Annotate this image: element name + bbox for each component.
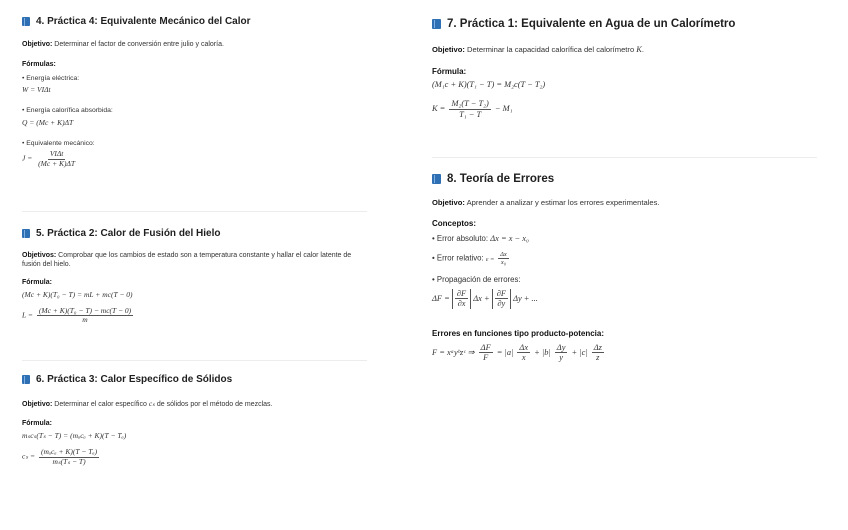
formula-lhs: ΔF = bbox=[432, 293, 450, 303]
objective-label: Objetivo: bbox=[432, 198, 465, 207]
fraction bbox=[555, 343, 568, 363]
fraction-denominator: F bbox=[483, 352, 489, 362]
book-icon bbox=[22, 229, 30, 238]
fraction-denominator: y bbox=[559, 352, 563, 362]
objective bbox=[22, 399, 374, 409]
formula-term: = |a| bbox=[496, 347, 514, 357]
fraction-numerator: M₂(T − T₂) bbox=[451, 99, 489, 109]
fraction-denominator: ∂y bbox=[497, 299, 506, 309]
objective-symbol: K bbox=[636, 45, 642, 54]
objective-text: Aprender a analizar y estimar los errores experimentales. bbox=[464, 198, 660, 207]
objective bbox=[22, 40, 374, 49]
formula-term: + |b| bbox=[534, 347, 551, 357]
list-item: • Energía eléctrica: bbox=[22, 75, 80, 83]
formula-lhs: K = bbox=[432, 104, 446, 114]
formula-term: + |c| bbox=[571, 347, 588, 357]
section-title bbox=[22, 16, 374, 27]
objective-text: Determinar el factor de conversión entre julio y caloría. bbox=[52, 41, 224, 48]
formula-calorimeter-balance: (M₁c + K)(T₁ − T) = M₂c(T − T₂) bbox=[432, 80, 546, 90]
formula-absolute-error: Δx = x − x₀ bbox=[490, 234, 529, 244]
formula-work: W = VIΔt bbox=[22, 85, 51, 95]
objective-label: Objetivos: bbox=[22, 252, 57, 259]
list-item bbox=[432, 251, 822, 267]
fraction-numerator: Δz bbox=[593, 342, 602, 352]
fraction bbox=[455, 289, 468, 309]
section-title-text: 4. Práctica 4: Equivalente Mecánico del Calor bbox=[36, 16, 251, 27]
fraction-denominator: m bbox=[82, 315, 88, 325]
book-icon bbox=[432, 19, 441, 29]
formula-calorimeter-k bbox=[432, 99, 822, 119]
fraction-denominator: x bbox=[521, 352, 526, 362]
book-icon bbox=[22, 17, 30, 26]
fraction-denominator: ∂x bbox=[457, 299, 466, 309]
formula-lhs: L = bbox=[22, 310, 33, 320]
absolute-value bbox=[492, 289, 511, 309]
objective bbox=[432, 44, 822, 55]
objective-text: Determinar la capacidad calorífica del calorímetro bbox=[464, 45, 637, 54]
fraction bbox=[495, 289, 508, 309]
section-practica-4 bbox=[22, 16, 374, 168]
formula-fusion-balance: (Mc + K)(T₀ − T) = mL + mc(T − 0) bbox=[22, 289, 133, 299]
formula-label: Fórmula: bbox=[22, 420, 52, 428]
section-title bbox=[22, 228, 374, 239]
fraction-numerator: ∂F bbox=[456, 288, 467, 298]
book-icon bbox=[432, 174, 441, 184]
book-icon bbox=[22, 375, 30, 384]
section-practica-1 bbox=[432, 18, 822, 119]
fraction-denominator: z bbox=[596, 352, 600, 362]
objective-label: Objetivo: bbox=[22, 401, 53, 408]
fraction-numerator: (mₐcₐ + K)(T − Tₐ) bbox=[40, 447, 98, 457]
fraction-numerator: ΔF bbox=[480, 342, 491, 352]
formula-term: Δy + ... bbox=[513, 293, 538, 303]
formula-error-propagation bbox=[432, 289, 822, 309]
fraction bbox=[498, 251, 509, 267]
section-title bbox=[432, 173, 822, 185]
fraction bbox=[479, 343, 493, 363]
formula-lhs: ε = bbox=[485, 255, 495, 263]
objective bbox=[432, 198, 822, 208]
conceptos-label: Conceptos: bbox=[432, 219, 476, 229]
objective-text: Comprobar que los cambios de estado son a temperatura constante y hallar el calor latente de fusión del hielo. bbox=[22, 252, 352, 269]
formula-label: Fórmula: bbox=[22, 278, 52, 286]
objective-symbol: cₛ bbox=[148, 399, 155, 408]
fraction bbox=[36, 150, 77, 168]
formulas-label: Fórmulas: bbox=[22, 61, 56, 69]
fraction-numerator: ∂F bbox=[496, 288, 506, 298]
section-practica-3 bbox=[22, 374, 374, 466]
product-power-label: Errores en funciones tipo producto-potencia: bbox=[432, 328, 605, 338]
formula-latent-heat bbox=[22, 307, 374, 325]
fraction-numerator: (Mc + K)(T₀ − T) − mc(T − 0) bbox=[38, 305, 132, 315]
list-item: • Energía calorífica absorbida: bbox=[22, 107, 113, 115]
list-item bbox=[432, 234, 822, 243]
section-title-text: 6. Práctica 3: Calor Específico de Sólidos bbox=[36, 374, 233, 385]
formula-lhs: J = bbox=[22, 154, 33, 164]
concept-label: • Error relativo: bbox=[432, 253, 484, 263]
absolute-value bbox=[452, 289, 471, 309]
formula-product-power bbox=[432, 343, 822, 363]
formula-specific-heat bbox=[22, 448, 374, 466]
divider bbox=[432, 157, 817, 158]
list-item: • Equivalente mecánico: bbox=[22, 140, 95, 148]
section-title-text: 5. Práctica 2: Calor de Fusión del Hielo bbox=[36, 228, 221, 239]
section-teoria-errores bbox=[432, 173, 822, 363]
objective-label: Objetivo: bbox=[432, 45, 465, 54]
section-title bbox=[22, 374, 374, 385]
formula-lhs: F = xᵃyᵇzᶜ ⇒ bbox=[432, 347, 475, 357]
objective bbox=[22, 251, 367, 270]
formula-mixture-balance: mₛcₛ(Tₛ − T) = (mₐcₐ + K)(T − Tₐ) bbox=[22, 431, 127, 441]
fraction bbox=[592, 343, 604, 363]
section-title bbox=[432, 18, 822, 30]
formula-term: Δx + bbox=[473, 293, 490, 303]
divider bbox=[22, 360, 367, 361]
objective-text: . bbox=[641, 45, 644, 54]
fraction bbox=[449, 99, 490, 119]
fraction-numerator: Δy bbox=[556, 342, 566, 352]
objective-text: Determinar el calor específico bbox=[52, 401, 149, 408]
section-title-text: 8. Teoría de Errores bbox=[447, 173, 555, 185]
fraction-numerator: VIΔt bbox=[49, 149, 64, 159]
objective-label: Objetivo: bbox=[22, 41, 53, 48]
section-title-text: 7. Práctica 1: Equivalente en Agua de un Calorímetro bbox=[447, 18, 736, 30]
list-item: • Propagación de errores: bbox=[432, 274, 521, 284]
fraction-denominator: mₛ(Tₛ − T) bbox=[52, 456, 86, 466]
section-practica-2 bbox=[22, 228, 374, 325]
fraction-numerator: Δx bbox=[519, 342, 529, 352]
fraction-denominator: x₀ bbox=[500, 259, 506, 267]
fraction bbox=[517, 343, 530, 363]
formula-rhs: − M₁ bbox=[494, 104, 513, 114]
fraction-denominator: T₁ − T bbox=[459, 109, 482, 119]
formula-lhs: cₛ = bbox=[22, 452, 36, 462]
fraction bbox=[37, 307, 133, 325]
formula-label: Fórmula: bbox=[432, 67, 467, 77]
formula-mechanical-equivalent bbox=[22, 150, 374, 168]
divider bbox=[22, 211, 367, 212]
formula-heat: Q = (Mc + K)ΔT bbox=[22, 118, 74, 128]
objective-text: de sólidos por el método de mezclas. bbox=[154, 401, 273, 408]
fraction-numerator: Δx bbox=[500, 251, 507, 259]
fraction bbox=[39, 448, 99, 466]
concept-label: • Error absoluto: bbox=[432, 234, 489, 244]
fraction-denominator: (Mc + K)ΔT bbox=[38, 158, 76, 168]
